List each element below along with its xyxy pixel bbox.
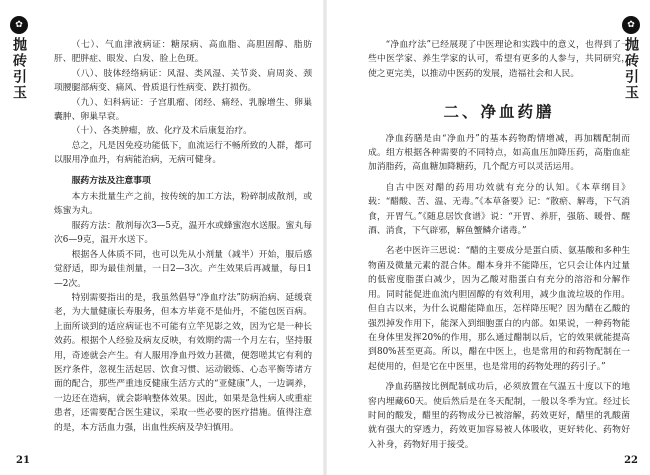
paragraph: 根据各人体质不同，也可以先从小剂量（减半）开始，服后感觉舒适，即为最佳剂量，一日2—3次。产生效果后再减量，每日1—2次。 <box>54 249 312 289</box>
paragraph: 总之，凡是因免疫功能低下，血流运行不畅所致的人群，都可以服用净血丹，有病能治病，无病可健身。 <box>54 140 312 166</box>
paragraph: 净血药膳是由“净血丹”的基本药物酌情增减，再加糯配制而成。组方根据各种需要的不同特点，如高血压加降压药，高脂血症加消脂药，高血糖加降糖药，几个配方可以灵活运用。 <box>368 133 630 173</box>
section-title: 二、净血药膳 <box>443 103 555 122</box>
paragraph: 名老中医许三思说：“醋的主要成分是蛋白质、氨基酸和多种生物菌及微量元素的混合体。醋本身并不能降压，它只会让体内过量的低密度脂蛋白减少，因为乙酸对脂蛋白有充分的溶浴和分解作用。同时能促进血流内胆固醇的有效利用，减少血流垃圾的作用。但自古以来，为什么说醋能降血压，怎样降压呢？因为醋在乙酸的强烈掉发作用下，能深入到细胞蛋白的内部。如果说，一种药物能在身体里发挥20%的作用，那么通过醋制以后，它的效果就能提高到80%甚至更高。所以，醋在中医上，也是常用的和药物配制在一起使用的，但是它在中医里，也是常用的药物处理的药引子。” <box>368 246 630 372</box>
paragraph: 服药方法：散剂每次3—5克，温开水或蜂蜜泡水送服。蜜丸每次6—9克，温开水送下。 <box>54 220 312 246</box>
page-number-right: 22 <box>624 455 638 466</box>
running-head-title-right: 抛砖引玉 <box>623 37 639 101</box>
running-head-title-left: 抛砖引玉 <box>11 37 27 101</box>
subheading: 服药方法及注意事项 <box>71 175 151 186</box>
paragraph: （十）、各类肿瘤，放、化疗及术后康复治疗。 <box>71 126 252 137</box>
paragraph: 特别需要指出的是，我虽然倡导“净血疗法”防病治病、延缓衰老，为大量健康长寿服务，但本方毕竟不是仙丹，不能包医百病。上面所谈到的适应病证也不可能有立竿见影之效，因为它是一种长效药。根据个人经验及病友反映，有效期约需一个月左右，坚持服用，奇迹就会产生。有人服用净血丹效力甚微，便怨嗟其它有利的医疗条件，忽视生活起居、饮食习惯、运动锻炼、心态平衡等诸方面的配合，那些严重违反健康生活方式的“亚健康”人，一边调养，一边还在造病，就会影响整体效果。因此，如果是急性病人或重症患者，还需要配合医生建议，采取一些必要的医疗措施。值得注意的是，本方活血力强，出血性疾病及孕妇慎用。 <box>54 292 312 433</box>
running-head-left <box>6 16 32 101</box>
page-number-left: 21 <box>16 455 30 466</box>
paragraph: （九）、妇科病证：子宫肌瘤、闭经、痛经、乳腺增生、卵巢囊肿、卵巢早衰。 <box>54 97 312 123</box>
paragraph: （八）、肢体经络病证：风湿、类风湿、关节炎、肩周炎、颈项腰腿部病变、痛风、骨质退行性病变、跌打损伤。 <box>54 68 312 94</box>
paragraph: 净血药膳按比例配制成功后，必须放置在气温五十度以下的地窖内埋藏60天。使后然后是在冬天配制，一般以冬季为宜。经过长时间的酸发，醋里的药物成分已被溶解，药效更好，醋里的乳酸菌就有强大的穿透力，药效更加容易被人体吸收，更好转化、药物好入补身，药物好用于接受。 <box>368 382 630 450</box>
paragraph: 自古中医对醋的药用功效就有充分的认知。《本草纲目》载：“醋酸、苦、温、无毒。”《本草备要》记：“散瘀、解毒，下气消食，开胃气。”《随息居饮食谱》说：“开胃、养肝，强筋、暖骨、醒酒、消食，下气辟邪，解鱼蟹鳞介诸毒。” <box>368 182 630 237</box>
paragraph: 本方未批量生产之前，按传统的加工方法，粉碎制成散剂，或炼蜜为丸。 <box>54 192 312 217</box>
ornament-icon: ✿ <box>622 16 640 34</box>
right-page <box>325 0 650 475</box>
paragraph: （七）、气血津液病证：糖尿病、高血脂、高胆固醇、脂肪肝、肥胖症、眼发、白发、脸上色斑。 <box>54 40 312 65</box>
right-text-column <box>368 38 630 452</box>
ornament-icon: ✿ <box>10 16 28 34</box>
left-text-column <box>54 38 312 435</box>
intro-paragraph: “净血疗法”已经展现了中医理论和实践中的意义，也得到了一些中医学家、养生学家的认可，希望有更多的人参与，共同研究，使之更完美，以推动中医药的发展，造福社会和人民。 <box>368 40 630 79</box>
